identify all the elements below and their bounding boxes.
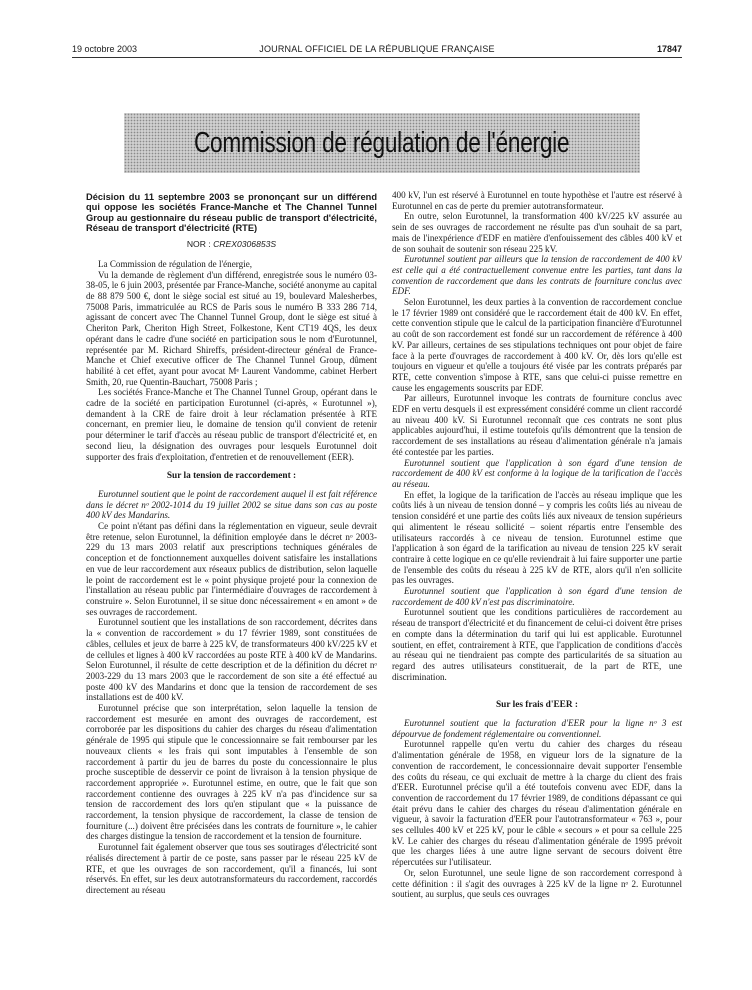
- paragraph: Ce point n'étant pas défini dans la réglementation en vigueur, seule devrait être retenue, selon Eurotunnel, la définition employée dans le décret nᵒ 2003-229 du 13 mars 2003 relatif aux prescriptions techniques générales de conception et de fonctionnement auxquelles doivent satisfaire les installations en vue de leur raccordement aux réseaux publics de distribution, selon laquelle le point de raccordement est le « point physique projeté pour la connexion de l'installation au réseau public par l'intermédiaire d'ouvrages de raccordement à construire ». Selon Eurotunnel, il se situe donc nécessairement « en amont » de ses ouvrages de raccordement.: [86, 521, 377, 617]
- paragraph: La Commission de régulation de l'énergie,: [98, 258, 253, 269]
- issue-date: 19 octobre 2003: [72, 44, 138, 54]
- paragraph: En effet, la logique de la tarification de l'accès au réseau implique que les coûts liés à un niveau de tension donné – y compris les coûts liés au niveau de tension considéré et une partie des coûts liés aux niveaux de tension supérieurs qui alimentent le réseau sollicité – soient répartis entre l'ensemble des utilisateurs raccordés à ce niveau de tension. Eurotunnel estime que l'application à son égard de la tarification au niveau de tension 225 kV serait contraire à cette logique en ce qu'elle reviendrait à lui faire supporter une partie de l'ensemble des coûts du réseau à 225 kV de RTE, alors qu'il n'en sollicite pas les ouvrages.: [392, 489, 682, 586]
- paragraph: Les sociétés France-Manche et The Channel Tunnel Group, opérant dans le cadre de la société en participation Eurotunnel (ci-après, « Eurotunnel »), demandent à la CRE de faire droit à leur réclamation présentée à RTE concernant, en premier lieu, le domaine de tension qu'il convient de retenir pour déterminer le tarif d'accès au réseau public de transport d'électricité et, en second lieu, la désignation des ouvrages pour lesquels Eurotunnel doit supporter des frais d'exploitation, d'entretien et de renouvellement (EER).: [86, 387, 377, 462]
- paragraph: Eurotunnel rappelle qu'en vertu du cahier des charges du réseau d'alimentation générale de 1958, en vigueur lors de la signature de la convention de raccordement, le concessionnaire devait supporter l'ensemble des coûts du réseau, ce qui excluait de mettre à la charge du client des frais d'EER. Eurotunnel précise qu'il a été toutefois convenu avec EDF, dans la convention de raccordement du 17 février 1989, de conditions dépassant ce qui était prévu dans le cahier des charges du réseau d'alimentation générale en vigueur, à savoir la facturation d'EER pour l'autotransformateur « 763 », pour ses cellules 400 kV et 225 kV, pour le câble « secours » et pour sa cellule 225 kV. Le cahier des charges du réseau d'alimentation générale de 1995 prévoit que les charges liées à une autre ligne servant de secours doivent être répercutées sur l'utilisateur.: [392, 739, 682, 868]
- paragraph-italic: Eurotunnel soutient que la facturation d'EER pour la ligne nᵒ 3 est dépourvue de fondement réglementaire ou conventionnel.: [392, 718, 682, 739]
- banner-title: Commission de régulation de l'énergie: [194, 126, 570, 159]
- paragraph: 400 kV, l'un est réservé à Eurotunnel en toute hypothèse et l'autre est réservé à Eurotunnel en cas de perte du premier autotransformateur.: [392, 190, 682, 211]
- nor-code: CREX0306853S: [213, 239, 277, 250]
- nor-label: NOR :: [186, 239, 211, 250]
- left-column: [86, 190, 377, 985]
- paragraph-italic: Eurotunnel soutient que l'application à son égard d'une tension de raccordement de 400 kV est conforme à la logique de la tarification de l'accès au réseau.: [392, 457, 682, 489]
- paragraph: En outre, selon Eurotunnel, la transformation 400 kV/225 kV assurée au sein de ses ouvrages de raccordement ne résulte pas d'un souhait de sa part, mais de l'inexpérience d'EDF en matière d'enfouissement des câbles 400 kV et de son souhait de soutenir son réseau 225 kV.: [392, 211, 682, 254]
- paragraph: Eurotunnel fait également observer que tous ses soutirages d'électricité sont réalisés directement à partir de ce poste, sans passer par le réseau 225 kV de RTE, et que les ouvrages de son raccordement, qu'il a financés, lui sont réservés. En effet, sur les deux autotransformateurs du raccordement, raccordés directement au réseau: [86, 842, 377, 895]
- paragraph: Or, selon Eurotunnel, une seule ligne de son raccordement correspond à cette définition : il s'agit des ouvrages à 225 kV de la ligne nᵒ 2. Eurotunnel soutient, au surplus, que seuls ces ouvrages: [392, 867, 682, 900]
- decision-title: Décision du 11 septembre 2003 se prononçant sur un différend qui oppose les sociétés France-Manche et The Channel Tunnel Group au gestionnaire du réseau public de transport d'électricité, Réseau de transport d'électricité (RTE): [86, 192, 377, 233]
- paragraph: Eurotunnel précise que son interprétation, selon laquelle la tension de raccordement est mesurée en amont des ouvrages de raccordement, est corroborée par les dispositions du cahier des charges du réseau d'alimentation générale de 1995 qui stipule que le concessionnaire se fait rembourser par les nouveaux clients « les frais qui sont imputables à l'ensemble de son raccordement à partir du jeu de barres du poste du concessionnaire le plus proche susceptible de desservir ce point de livraison à la tension physique de raccordement appropriée ». Eurotunnel estime, en outre, que le fait que son raccordement contienne des ouvrages à 225 kV n'a pas d'incidence sur sa tension de raccordement des lors qu'en stipulant que « la puissance de raccordement, la tension physique de raccordement, la classe de tension de fourniture (...) doivent être précisées dans les contrats de fourniture », le cahier des charges distingue la tension de raccordement et la tension de fourniture.: [86, 703, 377, 842]
- paragraph: Vu la demande de règlement d'un différend, enregistrée sous le numéro 03-38-05, le 6 juin 2003, présentée par France-Manche, société anonyme au capital de 88 879 500 €, dont le siège social est situé au 19, boulevard Malesherbes, 75008 Paris, immatriculée au RCS de Paris sous le numéro B 333 286 714, agissant de concert avec The Channel Tunnel Group, dont le siège est situé à Cheriton Park, Cheriton High Street, Folkestone, Kent CT19 4QS, les deux opérant dans le cadre d'une société en participation sous le nom d'Eurotunnel, représentée par M. Richard Shireffs, président-directeur général de France-Manche et Chief executive officer de The Channel Tunnel Group, dûment habilité à cet effet, ayant pour avocat Mᵉ Laurent Vandomme, cabinet Herbert Smith, 20, rue Quentin-Bauchart, 75008 Paris ;: [86, 269, 377, 387]
- nor-reference: [86, 239, 377, 250]
- paragraph: Selon Eurotunnel, les deux parties à la convention de raccordement conclue le 17 février 1989 ont considéré que le raccordement était de 400 kV. En effet, cette convention stipule que le calcul de la participation financière d'Eurotunnel au coût de son raccordement est fondé sur un raccordement de référence à 400 kV. Par ailleurs, certaines de ses stipulations techniques ont pour objet de faire face à la perte d'ouvrages de raccordement à 400 kV. Or, dès lors qu'elle est toujours en vigueur et qu'elle a toujours été visée par les contrats préparés par RTE, cette convention s'impose à RTE, sans que celui-ci puisse remettre en cause les engagements souscrits par EDF.: [392, 297, 682, 393]
- page-number: 17847: [656, 44, 682, 54]
- header-rule: [72, 57, 682, 58]
- section-heading: Sur les frais d'EER :: [496, 700, 578, 711]
- page-header: [72, 44, 682, 58]
- paragraph: Eurotunnel soutient que les conditions particulières de raccordement au réseau de transport d'électricité et du financement de celui-ci doivent être prises en compte dans la détermination du tarif qui lui est applicable. Eurotunnel soutient, en effet, contrairement à RTE, que l'application de conditions d'accès au réseau qui ne tiendraient pas compte des particularités de sa situation au regard des autres utilisateurs constituerait, de la part de RTE, une discrimination.: [392, 607, 682, 682]
- paragraph-italic: Eurotunnel soutient par ailleurs que la tension de raccordement de 400 kV est celle qui a été contractuellement convenue entre les parties, tant dans la convention de raccordement que dans les contrats de fourniture conclus avec EDF.: [392, 254, 682, 297]
- paragraph: Par ailleurs, Eurotunnel invoque les contrats de fourniture conclus avec EDF en vertu desquels il est expressément considéré comme un client raccordé au niveau 400 kV. Si Eurotunnel reconnaît que ces contrats ne sont plus applicables aujourd'hui, il estime toutefois qu'ils démontrent que la tension de raccordement de ses installations au réseau d'alimentation générale n'a jamais été contestée par les parties.: [392, 393, 682, 457]
- paragraph-italic: Eurotunnel soutient que l'application à son égard d'une tension de raccordement de 400 kV n'est pas discriminatoire.: [392, 586, 682, 607]
- paragraph: Eurotunnel soutient que les installations de son raccordement, décrites dans la « convention de raccordement » du 17 février 1989, sont constituées de câbles, cellules et jeux de barre à 225 kV, de transformateurs 400 kV/225 kV et de cellules et lignes à 400 kV raccordées au poste RTE à 400 kV de Mandarins. Selon Eurotunnel, il résulte de cette description et de la définition du décret nᵒ 2003-229 du 13 mars 2003 que le raccordement de son site a été effectué au poste 400 kV des Mandarins et donc que la tension de raccordement de ses installations est de 400 kV.: [86, 617, 377, 703]
- right-column: [392, 190, 682, 985]
- section-banner: [124, 113, 640, 173]
- paragraph-italic: Eurotunnel soutient que le point de raccordement auquel il est fait référence dans le décret nᵒ 2002-1014 du 19 juillet 2002 se situe dans son cas au poste 400 kV des Mandarins.: [86, 488, 377, 521]
- section-heading: Sur la tension de raccordement :: [166, 471, 297, 482]
- journal-title: JOURNAL OFFICIEL DE LA RÉPUBLIQUE FRANÇAISE: [259, 44, 495, 54]
